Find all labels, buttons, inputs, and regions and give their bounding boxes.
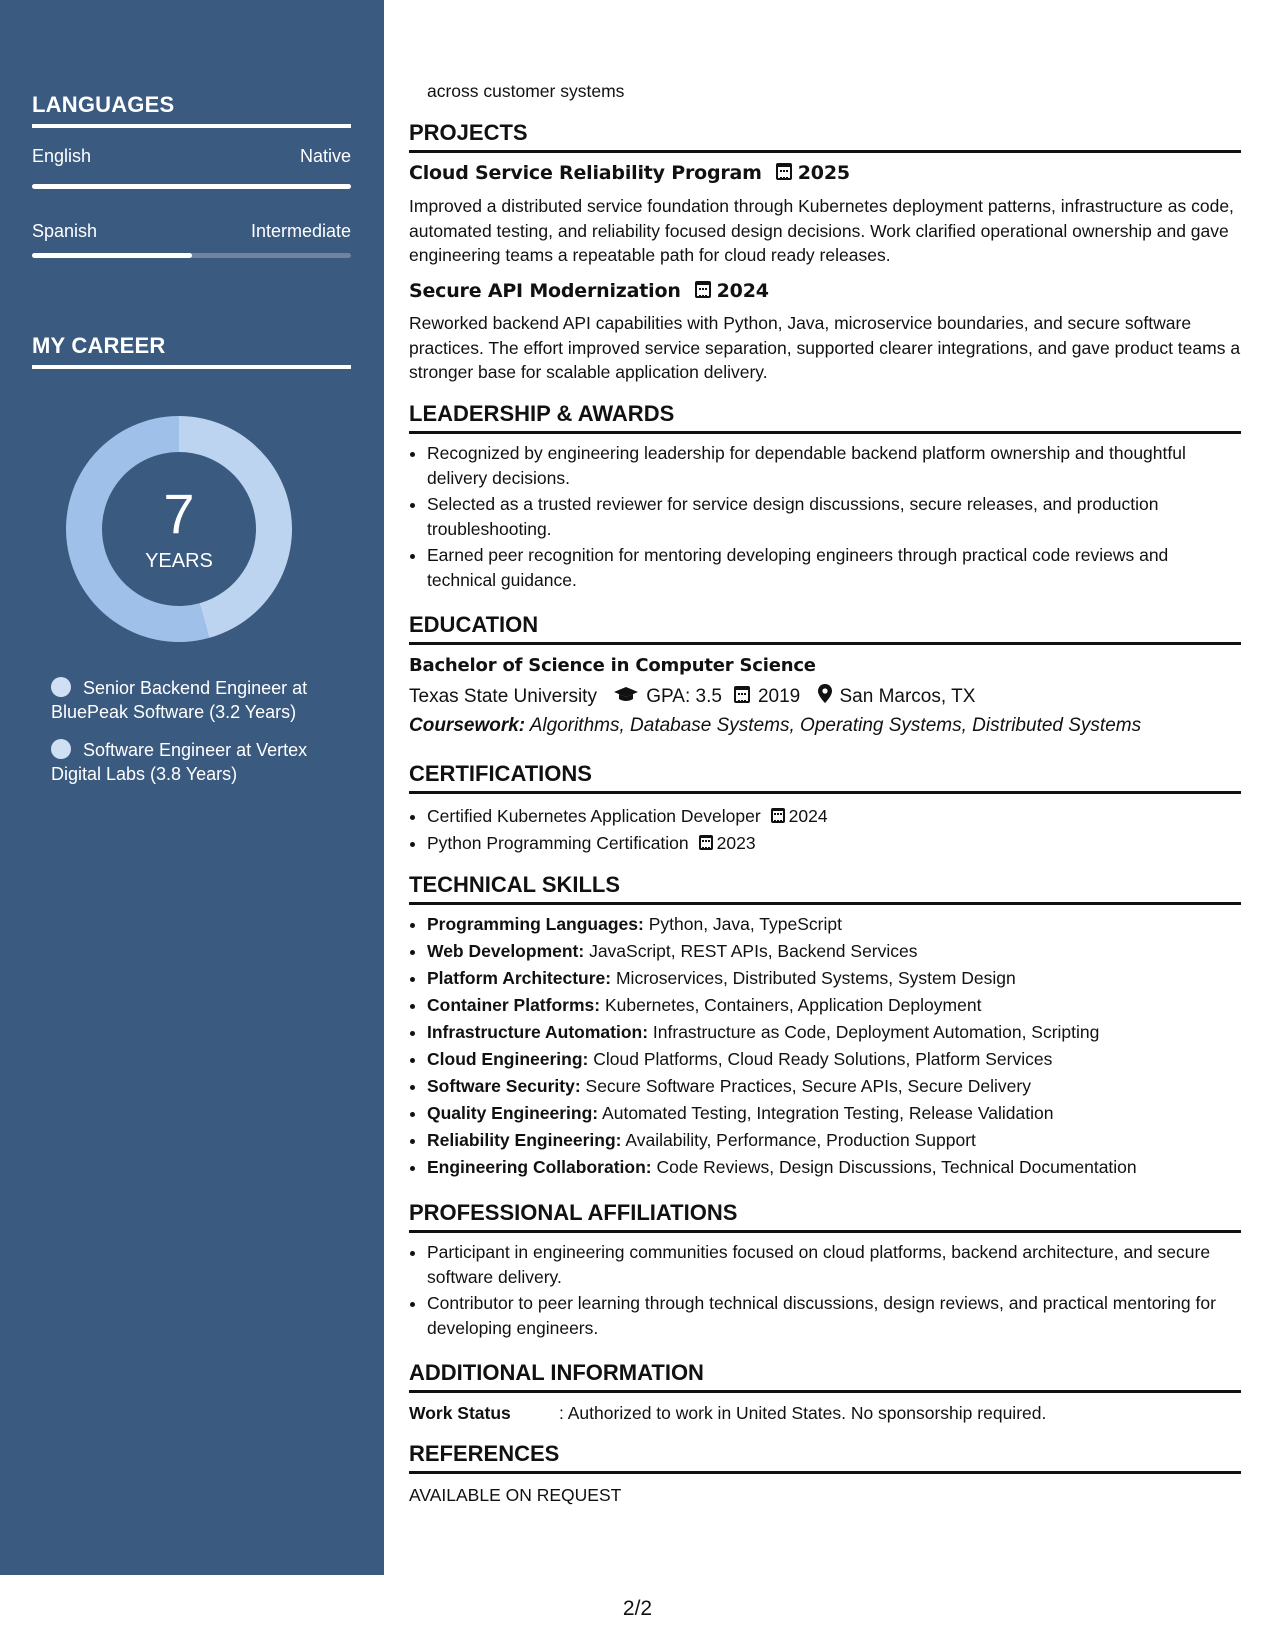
language-bar-english: [32, 184, 351, 189]
project-name: Secure API Modernization: [409, 280, 681, 302]
language-level: Native: [299, 146, 351, 166]
work-status-value: : Authorized to work in United States. No sponsorship required.: [559, 1403, 1047, 1423]
language-bar-spanish: [32, 253, 351, 258]
education-heading: EDUCATION: [409, 612, 1241, 645]
list-item: [427, 912, 1241, 937]
school: Texas State University: [409, 686, 597, 707]
project-year: 2025: [797, 162, 850, 184]
skill-label: Infrastructure Automation:: [427, 1022, 649, 1042]
project-title: [409, 162, 850, 184]
skill-value: Python, Java, TypeScript: [648, 914, 842, 934]
list-item: [427, 1047, 1241, 1072]
calendar-icon: [734, 686, 750, 703]
list-item: [427, 1020, 1241, 1045]
calendar-icon: [771, 808, 785, 823]
references-heading: REFERENCES: [409, 1441, 1241, 1474]
page-number: 2/2: [622, 1597, 653, 1620]
list-item: [427, 831, 1241, 856]
skill-value: Secure Software Practices, Secure APIs, Secure Delivery: [585, 1076, 1031, 1096]
skill-value: Infrastructure as Code, Deployment Automation, Scripting: [652, 1022, 1100, 1042]
career-item-label: Software Engineer at Vertex Digital Labs (3.8 Years): [51, 740, 308, 784]
sidebar: [0, 0, 384, 1575]
certification-year: 2024: [788, 806, 828, 826]
calendar-icon: [776, 163, 792, 180]
language-bar-fill: [32, 253, 192, 258]
skills-list: [427, 912, 1241, 1182]
career-heading: MY CAREER: [32, 333, 351, 369]
language-row-english: [32, 146, 351, 167]
list-item: [427, 804, 1241, 829]
skill-label: Programming Languages:: [427, 914, 644, 934]
project-title: [409, 280, 769, 302]
leadership-heading: LEADERSHIP & AWARDS: [409, 401, 1241, 434]
languages-heading: LANGUAGES: [32, 92, 351, 128]
career-total-years: 7: [163, 482, 195, 545]
skill-label: Cloud Engineering:: [427, 1049, 589, 1069]
skill-value: Cloud Platforms, Cloud Ready Solutions, Platform Services: [593, 1049, 1053, 1069]
skill-value: Code Reviews, Design Discussions, Technical Documentation: [656, 1157, 1137, 1177]
certifications-heading: CERTIFICATIONS: [409, 761, 1241, 794]
language-level: Intermediate: [250, 221, 351, 241]
list-item: • Earned peer recognition for mentoring developing engineers through practical code reviews and technical guidance.: [427, 543, 1241, 592]
graduation-year: 2019: [757, 686, 801, 707]
leading-text: across customer systems: [427, 81, 625, 101]
list-item: [427, 993, 1241, 1018]
skill-label: Quality Engineering:: [427, 1103, 599, 1123]
career-donut-center: [66, 416, 292, 642]
skill-value: Availability, Performance, Production Support: [625, 1130, 976, 1150]
skills-heading: TECHNICAL SKILLS: [409, 872, 1241, 905]
skill-value: Kubernetes, Containers, Application Deployment: [604, 995, 982, 1015]
degree: Bachelor of Science in Computer Science: [409, 655, 816, 676]
calendar-icon: [695, 281, 711, 298]
certification-name: Python Programming Certification: [427, 832, 689, 853]
list-item: • Contributor to peer learning through technical discussions, design reviews, and practical mentoring for developing engineers.: [427, 1291, 1241, 1340]
skill-label: Reliability Engineering:: [427, 1130, 622, 1150]
skill-value: Microservices, Distributed Systems, System Design: [615, 968, 1016, 988]
leadership-list: [427, 441, 1241, 594]
skill-label: Web Development:: [427, 941, 585, 961]
list-item: [427, 1155, 1241, 1180]
project-name: Cloud Service Reliability Program: [409, 162, 762, 184]
list-item: [427, 966, 1241, 991]
language-name: Spanish: [32, 221, 98, 241]
graduation-cap-icon: [614, 687, 638, 709]
affiliations-list: [427, 1240, 1241, 1342]
list-item: [427, 1101, 1241, 1126]
skill-label: Platform Architecture:: [427, 968, 612, 988]
skill-value: JavaScript, REST APIs, Backend Services: [589, 941, 918, 961]
list-item: [427, 1128, 1241, 1153]
list-item: [427, 939, 1241, 964]
career-donut: [66, 416, 292, 642]
location-pin-icon: [818, 684, 832, 709]
work-status-label: Work Status: [409, 1403, 511, 1423]
projects-heading: PROJECTS: [409, 120, 1241, 153]
career-item: [51, 676, 351, 724]
skill-label: Engineering Collaboration:: [427, 1157, 652, 1177]
list-item: • Participant in engineering communities focused on cloud platforms, backend architecture, and secure software delivery.: [427, 1240, 1241, 1289]
gpa: GPA: 3.5: [646, 686, 722, 707]
career-item: [51, 738, 351, 786]
language-name: English: [32, 146, 92, 166]
skill-value: Automated Testing, Integration Testing, Release Validation: [602, 1103, 1054, 1123]
language-row-spanish: [32, 221, 351, 242]
education-details: [409, 684, 975, 709]
certification-name: Certified Kubernetes Application Developer: [427, 806, 761, 826]
career-dot-icon: [51, 677, 71, 697]
work-status: [409, 1401, 1241, 1426]
language-bar-fill: [32, 184, 351, 189]
list-item: • Selected as a trusted reviewer for service design discussions, secure releases, and production troubleshooting.: [427, 492, 1241, 541]
coursework-label: Coursework:: [409, 715, 526, 736]
coursework: [409, 715, 1141, 737]
references-text: AVAILABLE ON REQUEST: [409, 1485, 622, 1505]
coursework-list: Algorithms, Database Systems, Operating Systems, Distributed Systems: [529, 715, 1142, 736]
list-item: [427, 1074, 1241, 1099]
project-description: Improved a distributed service foundation through Kubernetes deployment patterns, infrastructure as code, automated testing, and reliability focused design decisions. Work clarified operational ownership and gave engineering teams a repeatable path for cloud ready releases.: [409, 196, 1234, 265]
location: San Marcos, TX: [839, 686, 976, 707]
career-item-label: Senior Backend Engineer at BluePeak Software (3.2 Years): [51, 678, 308, 722]
additional-heading: ADDITIONAL INFORMATION: [409, 1360, 1241, 1393]
career-dot-icon: [51, 739, 71, 759]
career-total-unit: YEARS: [145, 550, 213, 572]
calendar-icon: [699, 835, 713, 850]
project-description: Reworked backend API capabilities with Python, Java, microservice boundaries, and secure software practices. The effort improved service separation, supported clearer integrations, and gave product teams a stronger base for scalable application delivery.: [409, 313, 1241, 382]
skill-label: Software Security:: [427, 1076, 581, 1096]
list-item: • Recognized by engineering leadership for dependable backend platform ownership and thoughtful delivery decisions.: [427, 441, 1241, 490]
project-year: 2024: [716, 280, 769, 302]
affiliations-heading: PROFESSIONAL AFFILIATIONS: [409, 1200, 1241, 1233]
certification-year: 2023: [716, 832, 756, 853]
skill-label: Container Platforms:: [427, 995, 601, 1015]
certifications-list: [427, 804, 1241, 857]
